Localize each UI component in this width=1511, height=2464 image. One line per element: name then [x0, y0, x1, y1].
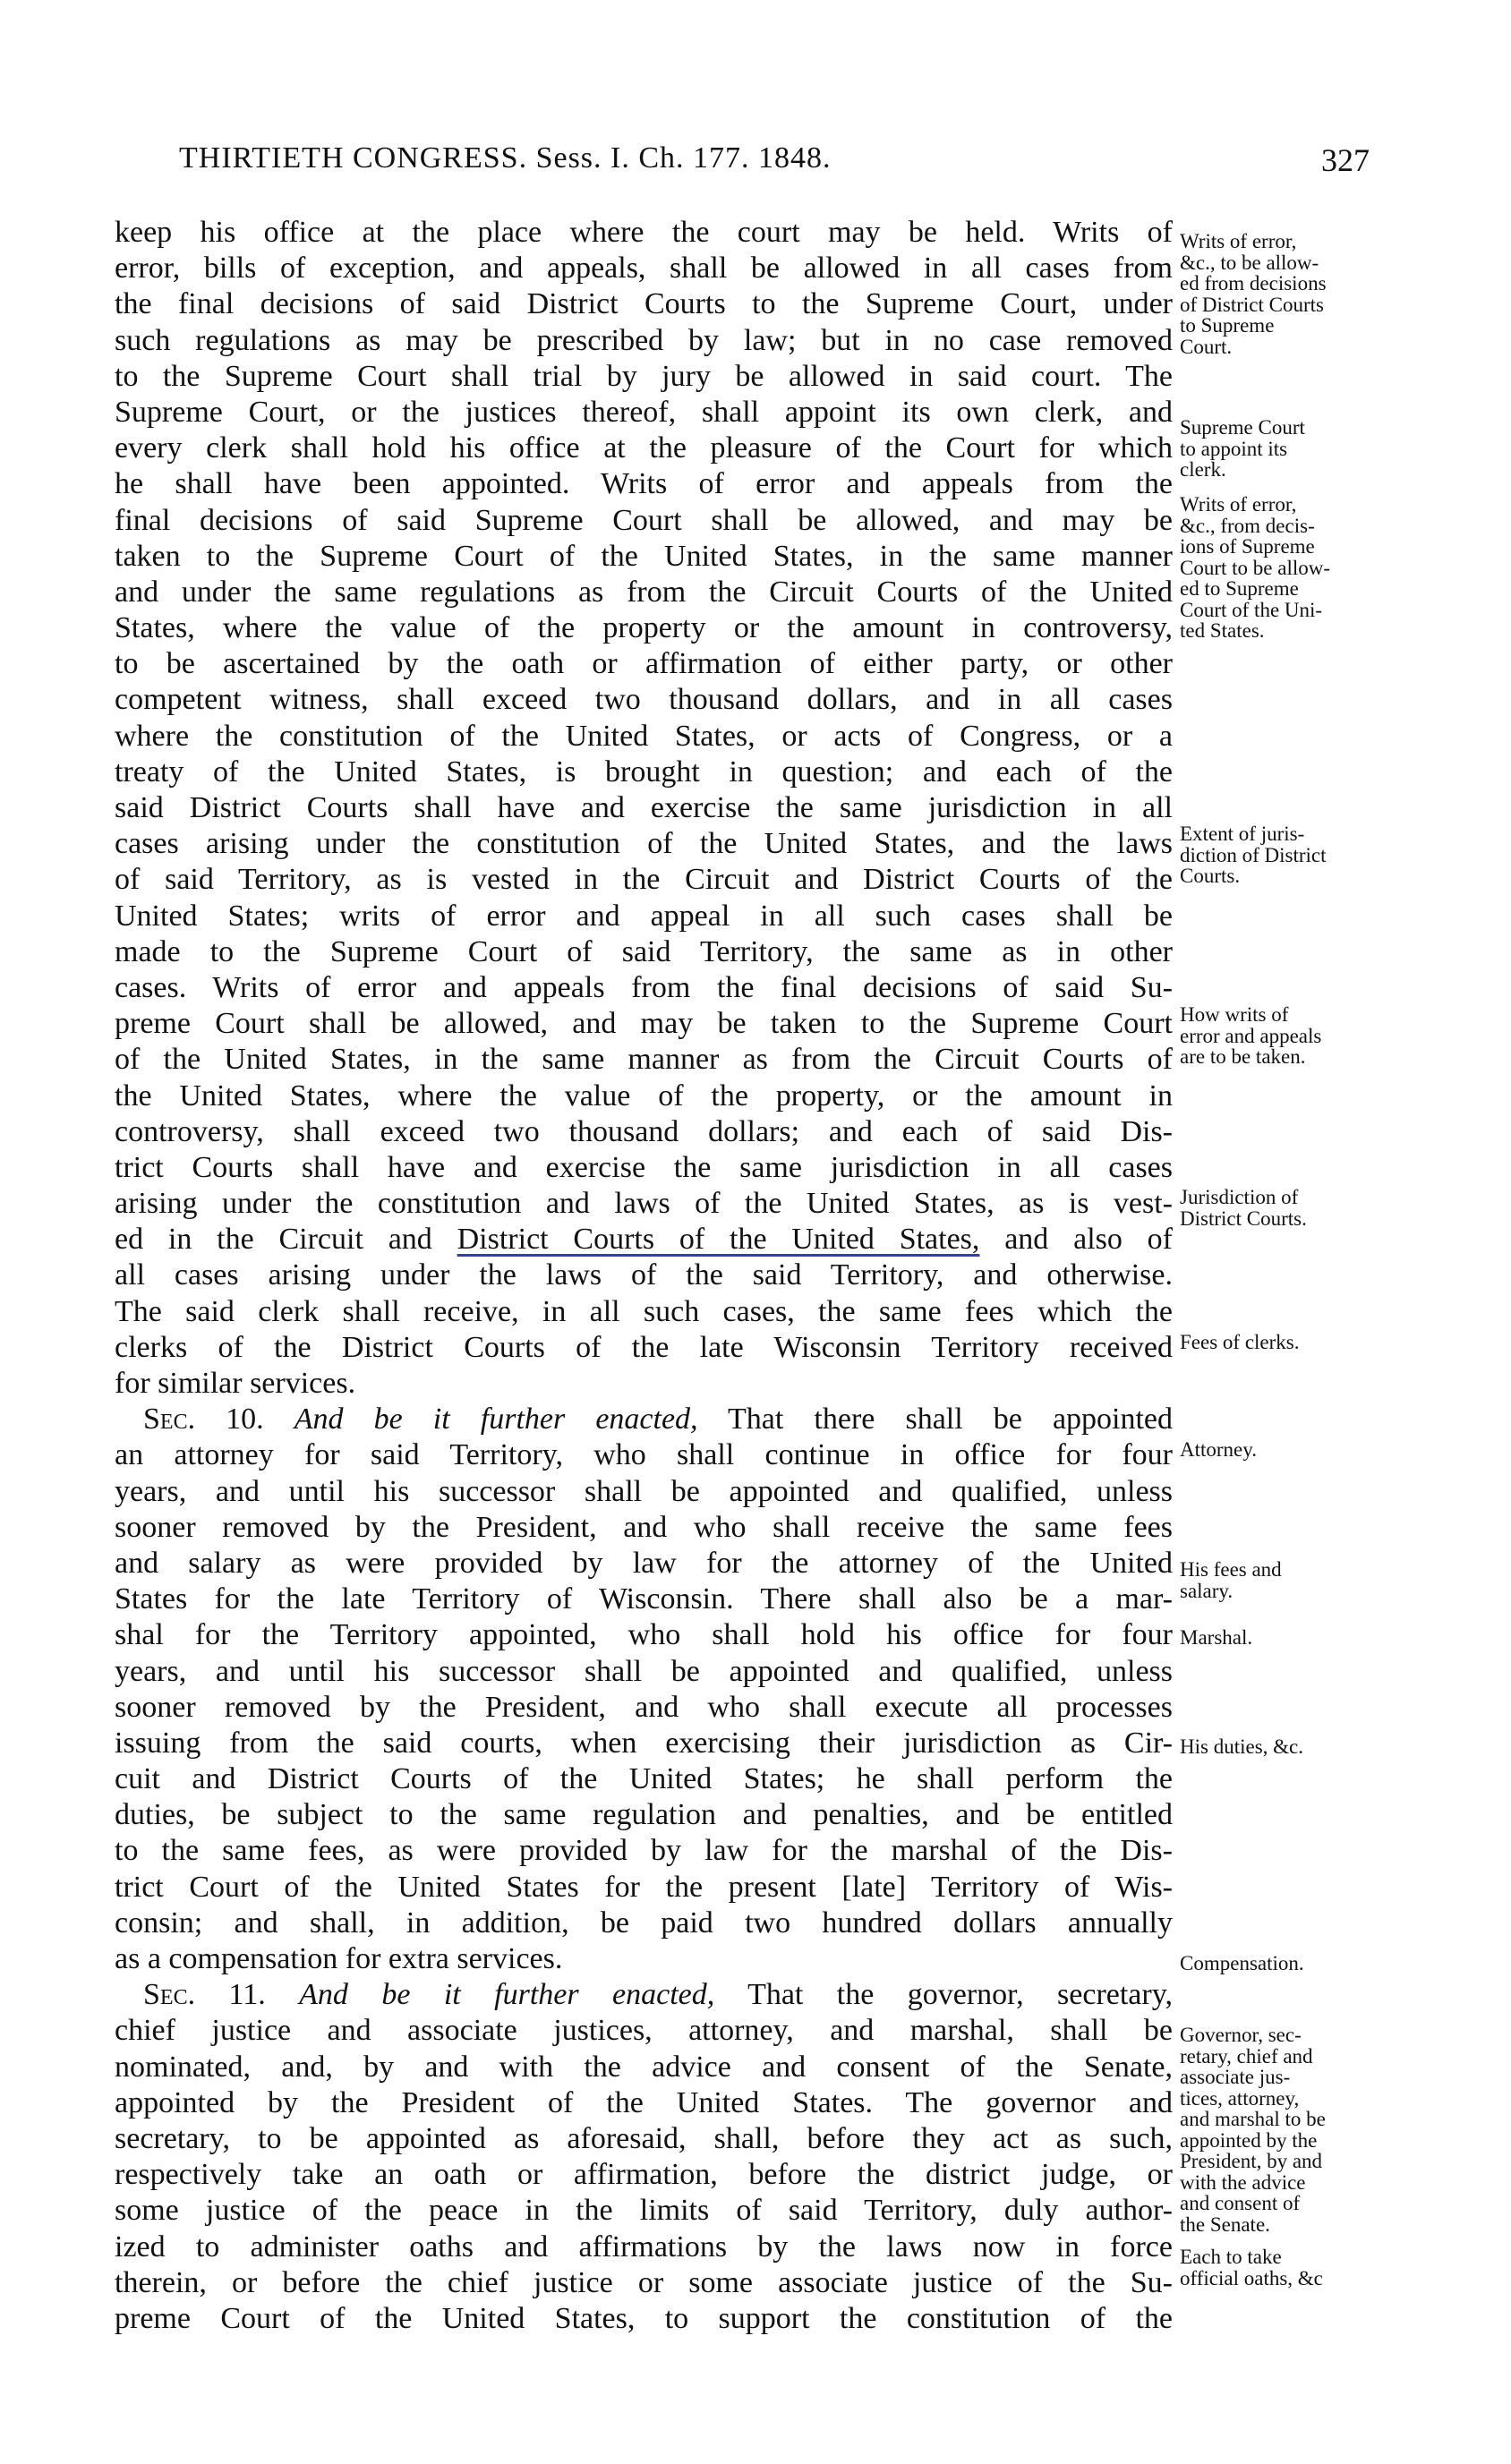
margin-note-line: are to be taken. — [1180, 1045, 1306, 1068]
margin-note-how-writs-taken — [1180, 1004, 1399, 1068]
margin-note-line: salary. — [1180, 1579, 1234, 1602]
margin-note-line: appointed by the — [1180, 2128, 1318, 2152]
margin-note-marshal — [1180, 1627, 1399, 1649]
text-line: preme Court of the United States, to support the constitution of the — [115, 2301, 1173, 2335]
text-fragment: ed in the Circuit and — [115, 1223, 432, 1257]
text-line: where the constitution of the United States, or acts of Congress, or a — [115, 719, 1173, 753]
text-line: keep his office at the place where the court may be held. Writs of — [115, 216, 1173, 249]
margin-note-line: President, by and — [1180, 2150, 1323, 2172]
margin-note-line: Court. — [1180, 335, 1233, 358]
margin-note-line: District Courts. — [1180, 1206, 1307, 1230]
text-line: treaty of the United States, is brought in question; and each of the — [115, 755, 1173, 789]
text-line: issuing from the said courts, when exercising their jurisdiction as Cir- — [115, 1726, 1173, 1760]
text-line: clerks of the District Courts of the late Wisconsin Territory received — [115, 1330, 1173, 1364]
margin-note-line: and marshal to be — [1180, 2108, 1326, 2130]
text-line: some justice of the peace in the limits of said Territory, duly author- — [115, 2194, 1173, 2228]
margin-note-extent-of-jurisdiction — [1180, 823, 1399, 887]
text-line: consin; and shall, in addition, be paid two hundred dollars annually — [115, 1906, 1173, 1940]
margin-note-line: the Senate. — [1180, 2212, 1270, 2236]
margin-note-line: Extent of juris- — [1180, 823, 1305, 845]
text-line: duties, be subject to the same regulation and penalties, and be entitled — [115, 1798, 1173, 1832]
margin-note-line: How writs of — [1180, 1003, 1289, 1026]
text-line: and salary as were provided by law for the attorney of the United — [115, 1546, 1173, 1580]
margin-note-line: and consent of — [1180, 2192, 1301, 2214]
text-line: of said Territory, as is vested in the Circuit and District Courts of the — [115, 863, 1173, 897]
text-line: trict Courts shall have and exercise the same jurisdiction in all cases — [115, 1150, 1173, 1184]
text-line: an attorney for said Territory, who shall continue in office for four — [115, 1438, 1173, 1472]
margin-note-line: retary, chief and — [1180, 2044, 1313, 2068]
margin-note-line: Marshal. — [1180, 1626, 1253, 1649]
margin-note-line: error and appeals — [1180, 1024, 1322, 1047]
text-fragment: That the governor, secretary, — [747, 1978, 1173, 2012]
text-line: competent witness, shall exceed two thousand dollars, and in all cases — [115, 683, 1173, 717]
section-11-heading-line — [115, 1977, 1173, 2013]
text-line: shal for the Territory appointed, who shall hold his office for four — [115, 1618, 1173, 1652]
margin-note-line: to Supreme — [1180, 314, 1275, 337]
text-line: said District Courts shall have and exercise the same jurisdiction in all — [115, 791, 1173, 824]
margin-note-official-oaths — [1180, 2247, 1399, 2289]
text-line: trict Court of the United States for the present [late] Territory of Wis- — [115, 1870, 1173, 1904]
margin-note-line: tices, attorney, — [1180, 2086, 1300, 2110]
margin-note-line: Compensation. — [1180, 1952, 1304, 1974]
margin-note-marshal-duties — [1180, 1736, 1399, 1758]
text-line: error, bills of exception, and appeals, shall be allowed in all cases from — [115, 252, 1173, 286]
margin-note-line: Writs of error, — [1180, 230, 1297, 252]
text-line: respectively take an oath or affirmation, before the district judge, or — [115, 2158, 1173, 2192]
main-text — [115, 215, 1173, 2337]
running-header — [179, 141, 1370, 195]
text-line: Supreme Court, or the justices thereof, shall appoint its own clerk, and — [115, 395, 1173, 429]
text-line: preme Court shall be allowed, and may be taken to the Supreme Court — [115, 1007, 1173, 1041]
margin-note-line: Writs of error, — [1180, 493, 1297, 516]
text-line: he shall have been appointed. Writs of error and appeals from the — [115, 467, 1173, 501]
margin-note-line: &c., from decis- — [1180, 514, 1315, 537]
margin-note-line: Governor, sec- — [1180, 2024, 1302, 2046]
margin-note-line: Court to be allow- — [1180, 556, 1330, 579]
margin-note-line: Court of the Uni- — [1180, 598, 1323, 621]
margin-note-line: ions of Supreme — [1180, 535, 1315, 558]
text-line: sooner removed by the President, and who shall execute all processes — [115, 1690, 1173, 1724]
margin-note-line: Jurisdiction of — [1180, 1186, 1299, 1208]
margin-note-jurisdiction-district-courts — [1180, 1187, 1399, 1229]
margin-note-line: official oaths, &c — [1180, 2266, 1323, 2289]
margin-note-line: ted States. — [1180, 619, 1265, 642]
text-line: every clerk shall hold his office at the pleasure of the Court for which — [115, 431, 1173, 465]
text-line: taken to the Supreme Court of the United States, in the same manner — [115, 539, 1173, 573]
text-line: secretary, to be appointed as aforesaid, shall, before they act as such, — [115, 2121, 1173, 2155]
text-fragment: That there shall be appointed — [728, 1403, 1173, 1437]
text-fragment: and also of — [1004, 1223, 1173, 1257]
underlined-phrase: District Courts of the United States, — [457, 1223, 980, 1257]
text-line: to be ascertained by the oath or affirmation of either party, or other — [115, 647, 1173, 681]
text-line: The said clerk shall receive, in all such cases, the same fees which the — [115, 1294, 1173, 1328]
text-line: nominated, and, by and with the advice and consent of the Senate, — [115, 2050, 1173, 2084]
text-line: ized to administer oaths and affirmations by the laws now in force — [115, 2230, 1173, 2264]
text-line: final decisions of said Supreme Court shall be allowed, and may be — [115, 503, 1173, 537]
text-line: years, and until his successor shall be appointed and qualified, unless — [115, 1654, 1173, 1688]
text-line: controversy, shall exceed two thousand dollars; and each of said Dis- — [115, 1114, 1173, 1148]
text-line: years, and until his successor shall be appointed and qualified, unless — [115, 1474, 1173, 1508]
margin-note-line: ed to Supreme — [1180, 577, 1299, 600]
margin-note-supreme-court-clerk — [1180, 417, 1399, 481]
margin-note-line: His duties, &c. — [1180, 1735, 1303, 1758]
text-line: the final decisions of said District Courts to the Supreme Court, under — [115, 287, 1173, 321]
text-line: sooner removed by the President, and who shall receive the same fees — [115, 1510, 1173, 1544]
text-line: United States; writs of error and appeal in all such cases shall be — [115, 899, 1173, 933]
text-line: therein, or before the chief justice or some associate justice of the Su- — [115, 2265, 1173, 2299]
margin-note-line: to appoint its — [1180, 437, 1288, 460]
text-line: cases. Writs of error and appeals from the final decisions of said Su- — [115, 970, 1173, 1004]
text-line-underlined — [115, 1222, 1173, 1258]
text-line: States for the late Territory of Wisconsin. There shall also be a mar- — [115, 1582, 1173, 1616]
text-line: of the United States, in the same manner as from the Circuit Courts of — [115, 1043, 1173, 1077]
enacting-clause: And be it further enacted, — [299, 1978, 715, 2012]
margin-note-fees-of-clerks — [1180, 1332, 1399, 1353]
text-line: for similar services. — [115, 1367, 356, 1400]
text-line: the United States, where the value of the property, or the amount in — [115, 1079, 1173, 1113]
margin-note-line: Each to take — [1180, 2246, 1282, 2268]
text-line: States, where the value of the property or the amount in controversy, — [115, 611, 1173, 645]
margin-note-compensation — [1180, 1953, 1399, 1974]
text-line: made to the Supreme Court of said Territory, the same as in other — [115, 934, 1173, 968]
margin-note-line: His fees and — [1180, 1558, 1282, 1581]
margin-note-fees-and-salary — [1180, 1559, 1399, 1601]
text-line: to the same fees, as were provided by law for the marshal of the Dis- — [115, 1834, 1173, 1868]
text-line: cuit and District Courts of the United States; he shall perform the — [115, 1762, 1173, 1796]
text-line: chief justice and associate justices, attorney, and marshal, shall be — [115, 2014, 1173, 2048]
running-head: THIRTIETH CONGRESS. Sess. I. Ch. 177. 1848. — [179, 141, 832, 175]
margin-note-writs-from-supreme-court — [1180, 494, 1399, 642]
margin-note-line: with the advice — [1180, 2170, 1306, 2194]
text-line: as a compensation for extra services. — [115, 1942, 563, 1975]
text-line: all cases arising under the laws of the said Territory, and otherwise. — [115, 1258, 1173, 1292]
section-label: Sec. 11. — [143, 1978, 266, 2012]
text-line: arising under the constitution and laws of the United States, as is vest- — [115, 1187, 1173, 1221]
margin-note-line: diction of District — [1180, 843, 1327, 866]
margin-note-line: clerk. — [1180, 458, 1226, 481]
text-line: such regulations as may be prescribed by law; but in no case removed — [115, 323, 1173, 357]
margin-note-line: Fees of clerks. — [1180, 1331, 1300, 1353]
section-10-heading-line — [115, 1402, 1173, 1437]
section-label: Sec. 10. — [143, 1403, 264, 1437]
text-line: and under the same regulations as from the Circuit Courts of the United — [115, 575, 1173, 609]
margin-note-line: Attorney. — [1180, 1438, 1258, 1461]
margin-note-line: associate jus- — [1180, 2066, 1291, 2088]
margin-note-line: Supreme Court — [1180, 416, 1305, 439]
margin-note-officer-appointments — [1180, 2025, 1399, 2235]
text-line: cases arising under the constitution of the United States, and the laws — [115, 827, 1173, 861]
page-number: 327 — [1321, 142, 1370, 178]
margin-note-line: of District Courts — [1180, 293, 1324, 316]
margin-note-line: Courts. — [1180, 865, 1241, 887]
margin-note-line: &c., to be allow- — [1180, 251, 1319, 274]
text-line: to the Supreme Court shall trial by jury be allowed in said court. The — [115, 359, 1173, 393]
margin-note-writs-of-error — [1180, 231, 1399, 357]
margin-note-line: ed from decisions — [1180, 272, 1327, 294]
text-line: appointed by the President of the United States. The governor and — [115, 2085, 1173, 2119]
margin-note-attorney — [1180, 1439, 1399, 1461]
enacting-clause: And be it further enacted, — [294, 1403, 698, 1437]
